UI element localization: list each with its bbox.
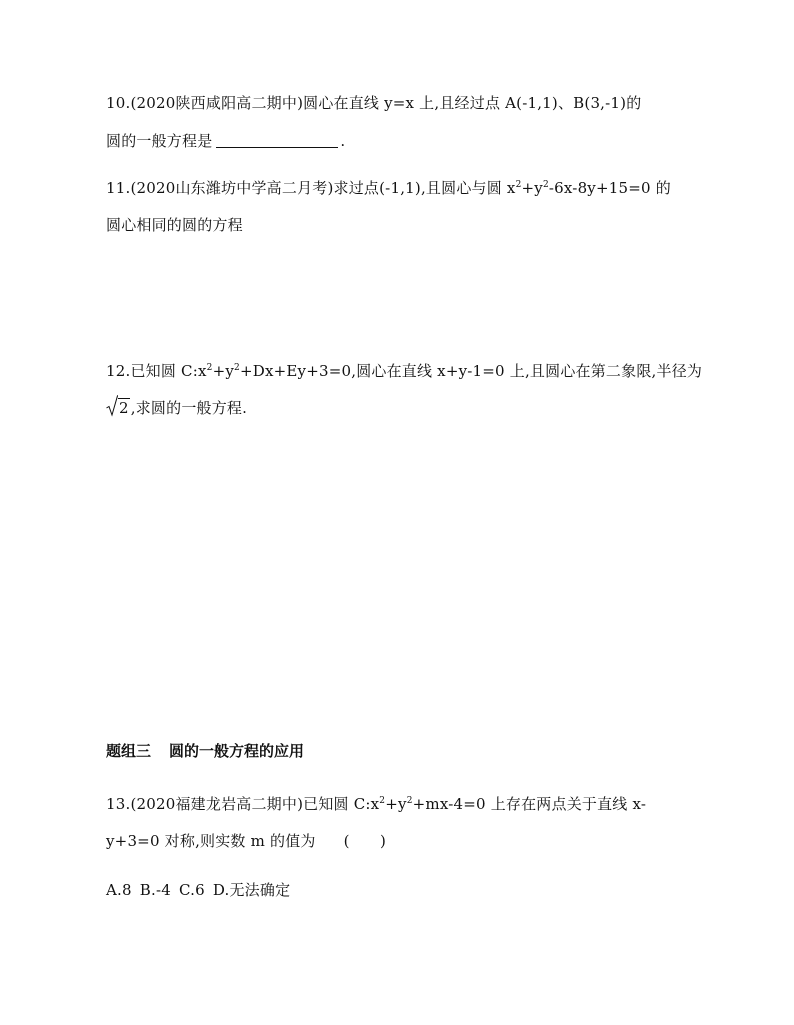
q13-exponent-2: 2 [406, 796, 413, 806]
q12-text-1: 12.已知圆 C:x [106, 362, 207, 380]
q13-option-d[interactable]: D.无法确定 [212, 881, 291, 899]
q10-line-2 [106, 131, 345, 151]
q13-exponent-1: 2 [379, 796, 386, 806]
q13-option-b[interactable]: B.-4 [139, 881, 171, 899]
q13-text-mid: +y [385, 795, 407, 813]
q11-text-1: 11.(2020山东潍坊中学高二月考)求过点(-1,1),且圆心与圆 x [106, 179, 516, 197]
q13-line-1 [106, 794, 646, 814]
q11-text-mid: +y [521, 179, 543, 197]
section-title: 圆的一般方程的应用 [169, 742, 305, 760]
q10-period: . [340, 132, 346, 150]
q11-text-1-end: -6x-8y+15=0 的 [548, 179, 671, 197]
q10-answer-blank[interactable] [216, 133, 338, 148]
q13-option-a[interactable]: A.8 [106, 881, 132, 899]
section-heading [106, 741, 304, 761]
q11-line-1 [106, 178, 671, 198]
q13-text-1-end: +mx-4=0 上存在两点关于直线 x- [412, 795, 647, 813]
q13-option-c[interactable]: C.6 [178, 881, 205, 899]
q12-text-mid: +y [212, 362, 235, 380]
square-root-symbol [106, 398, 130, 418]
q12-text-1-end: +Dx+Ey+3=0,圆心在直线 x+y-1=0 上,且圆心在第二象限,半径为 [239, 362, 703, 380]
q12-exponent-2: 2 [234, 363, 240, 373]
q13-options [106, 880, 290, 900]
q13-line-2 [106, 831, 386, 851]
q12-exponent-1: 2 [206, 363, 213, 373]
section-label: 题组三 [106, 742, 152, 760]
radical-sign-icon [106, 395, 118, 417]
q11-text-2: 圆心相同的圆的方程 [106, 216, 243, 234]
q13-answer-paren[interactable]: ( ) [343, 832, 387, 850]
q12-line-2 [106, 398, 247, 418]
q12-text-2: ,求圆的一般方程. [130, 399, 248, 417]
q12-radicand: 2 [119, 399, 129, 417]
q12-line-1 [106, 361, 702, 381]
q13-text-2: y+3=0 对称,则实数 m 的值为 [106, 832, 316, 850]
q10-line-1 [106, 93, 641, 113]
q11-line-2 [106, 215, 243, 235]
q13-text-1: 13.(2020福建龙岩高二期中)已知圆 C:x [106, 795, 380, 813]
q11-exponent-1: 2 [515, 180, 522, 190]
q10-text-2: 圆的一般方程是 [106, 132, 213, 150]
q11-exponent-2: 2 [542, 180, 549, 190]
q10-text-1: 10.(2020陕西咸阳高二期中)圆心在直线 y=x 上,且经过点 A(-1,1)、B(3,-1)的 [106, 94, 642, 112]
